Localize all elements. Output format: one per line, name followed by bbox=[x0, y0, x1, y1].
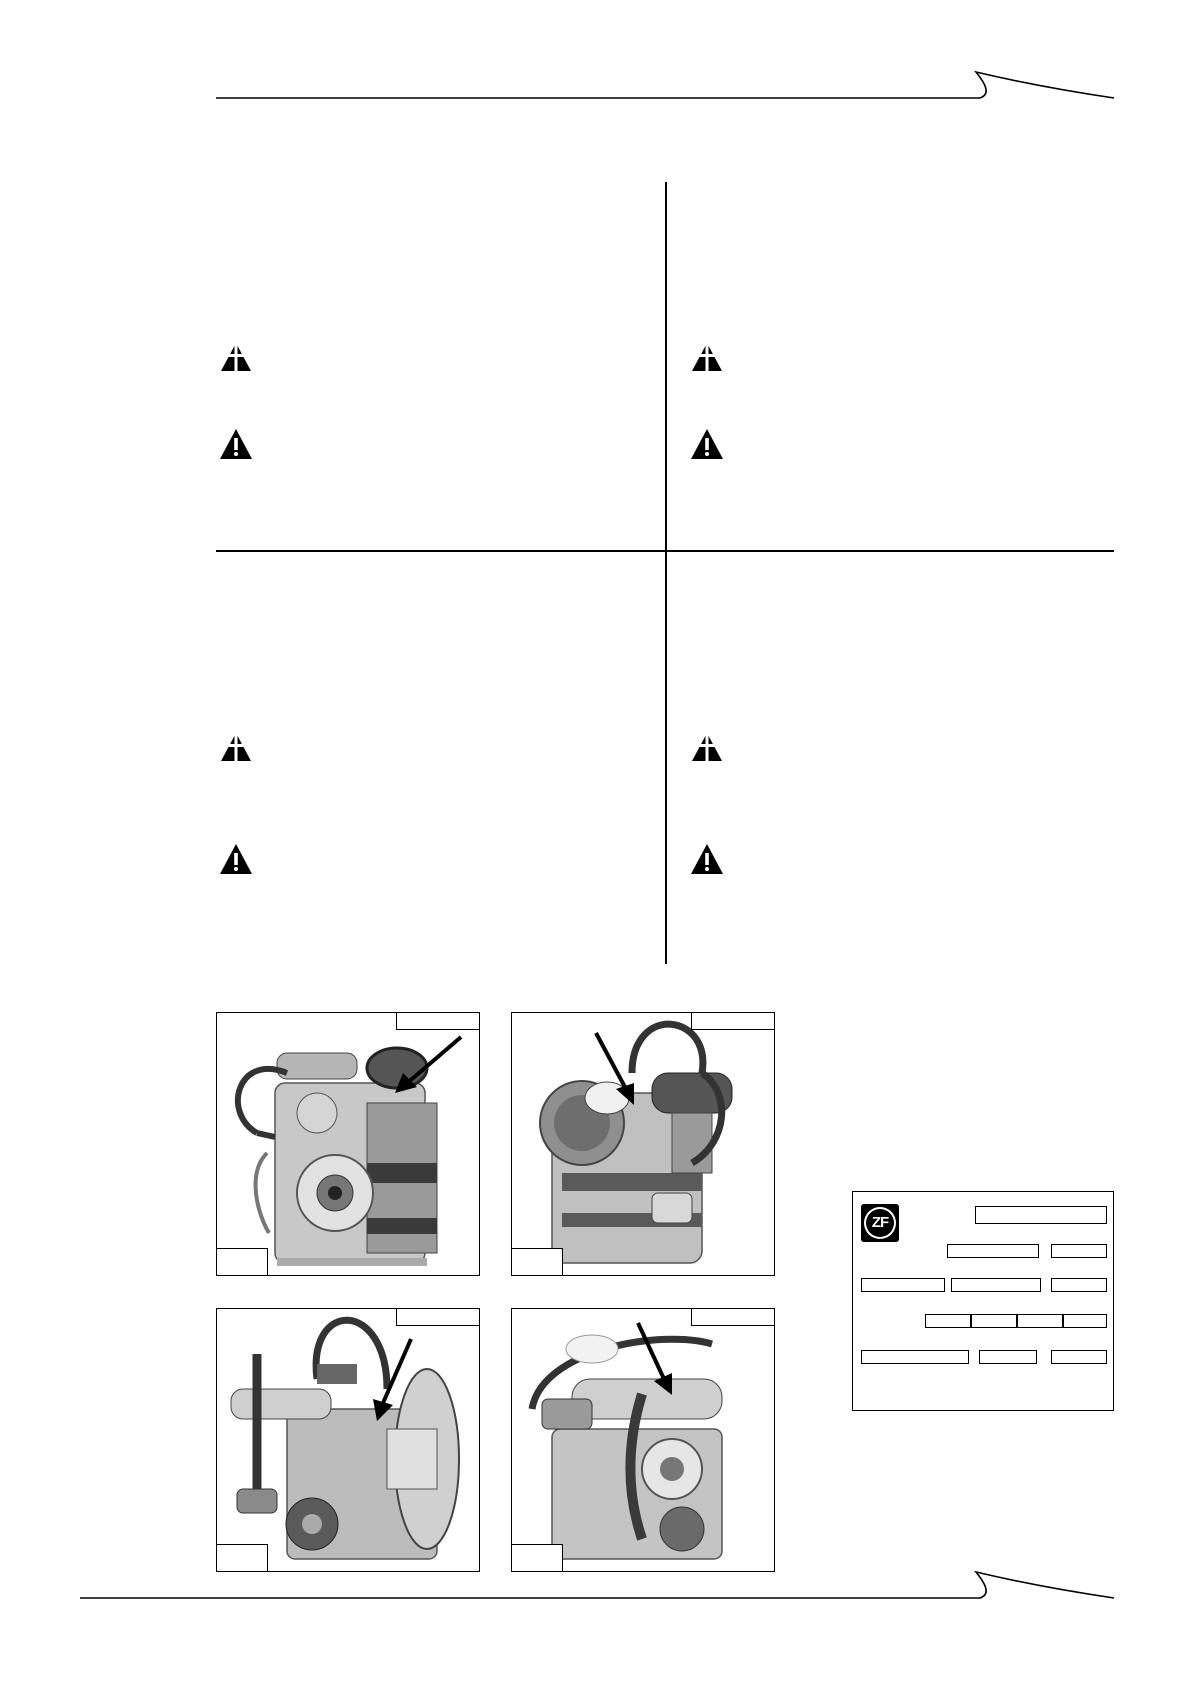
exclamation-triangle-icon bbox=[219, 428, 253, 460]
split-warning-triangle-icon bbox=[690, 731, 724, 763]
photo-code-tag bbox=[691, 1012, 775, 1030]
footer-rule bbox=[0, 1560, 1190, 1610]
nameplate-field bbox=[1051, 1350, 1107, 1364]
header-rule bbox=[0, 60, 1190, 110]
exclamation-triangle-icon bbox=[690, 843, 724, 875]
callout-arrow-icon bbox=[632, 1319, 682, 1399]
callout-arrow-icon bbox=[387, 1033, 467, 1103]
gearbox-illustration bbox=[217, 1309, 480, 1572]
nameplate-field bbox=[951, 1278, 1041, 1292]
nameplate-field bbox=[1051, 1244, 1107, 1258]
photo-code-tag bbox=[396, 1308, 480, 1326]
nameplate-field bbox=[1063, 1314, 1107, 1328]
exclamation-triangle-icon bbox=[690, 428, 724, 460]
split-warning-triangle-icon bbox=[219, 731, 253, 763]
column-divider bbox=[665, 182, 667, 964]
type-nameplate bbox=[852, 1191, 1114, 1411]
nameplate-field bbox=[1051, 1278, 1107, 1292]
photo-code-tag bbox=[396, 1012, 480, 1030]
nameplate-field bbox=[947, 1244, 1039, 1258]
callout-arrow-icon bbox=[590, 1029, 650, 1109]
nameplate-field bbox=[861, 1278, 945, 1292]
row-divider bbox=[216, 550, 1114, 552]
zf-logo-text: ZF bbox=[871, 1214, 889, 1231]
photo-number-tag bbox=[511, 1248, 563, 1276]
nameplate-field bbox=[925, 1314, 971, 1328]
nameplate-field bbox=[975, 1206, 1107, 1224]
callout-arrow-icon bbox=[367, 1335, 417, 1425]
split-warning-triangle-icon bbox=[219, 341, 253, 373]
gearbox-photo-2 bbox=[511, 1012, 775, 1276]
nameplate-field bbox=[979, 1350, 1037, 1364]
photo-code-tag bbox=[691, 1308, 775, 1326]
photo-number-tag bbox=[216, 1248, 268, 1276]
gearbox-photo-4 bbox=[511, 1308, 775, 1572]
nameplate-field bbox=[861, 1350, 969, 1364]
nameplate-field bbox=[1017, 1314, 1063, 1328]
gearbox-photo-3 bbox=[216, 1308, 480, 1572]
split-warning-triangle-icon bbox=[690, 341, 724, 373]
gearbox-photo-1 bbox=[216, 1012, 480, 1276]
zf-logo bbox=[861, 1204, 899, 1242]
exclamation-triangle-icon bbox=[219, 843, 253, 875]
nameplate-field bbox=[971, 1314, 1017, 1328]
